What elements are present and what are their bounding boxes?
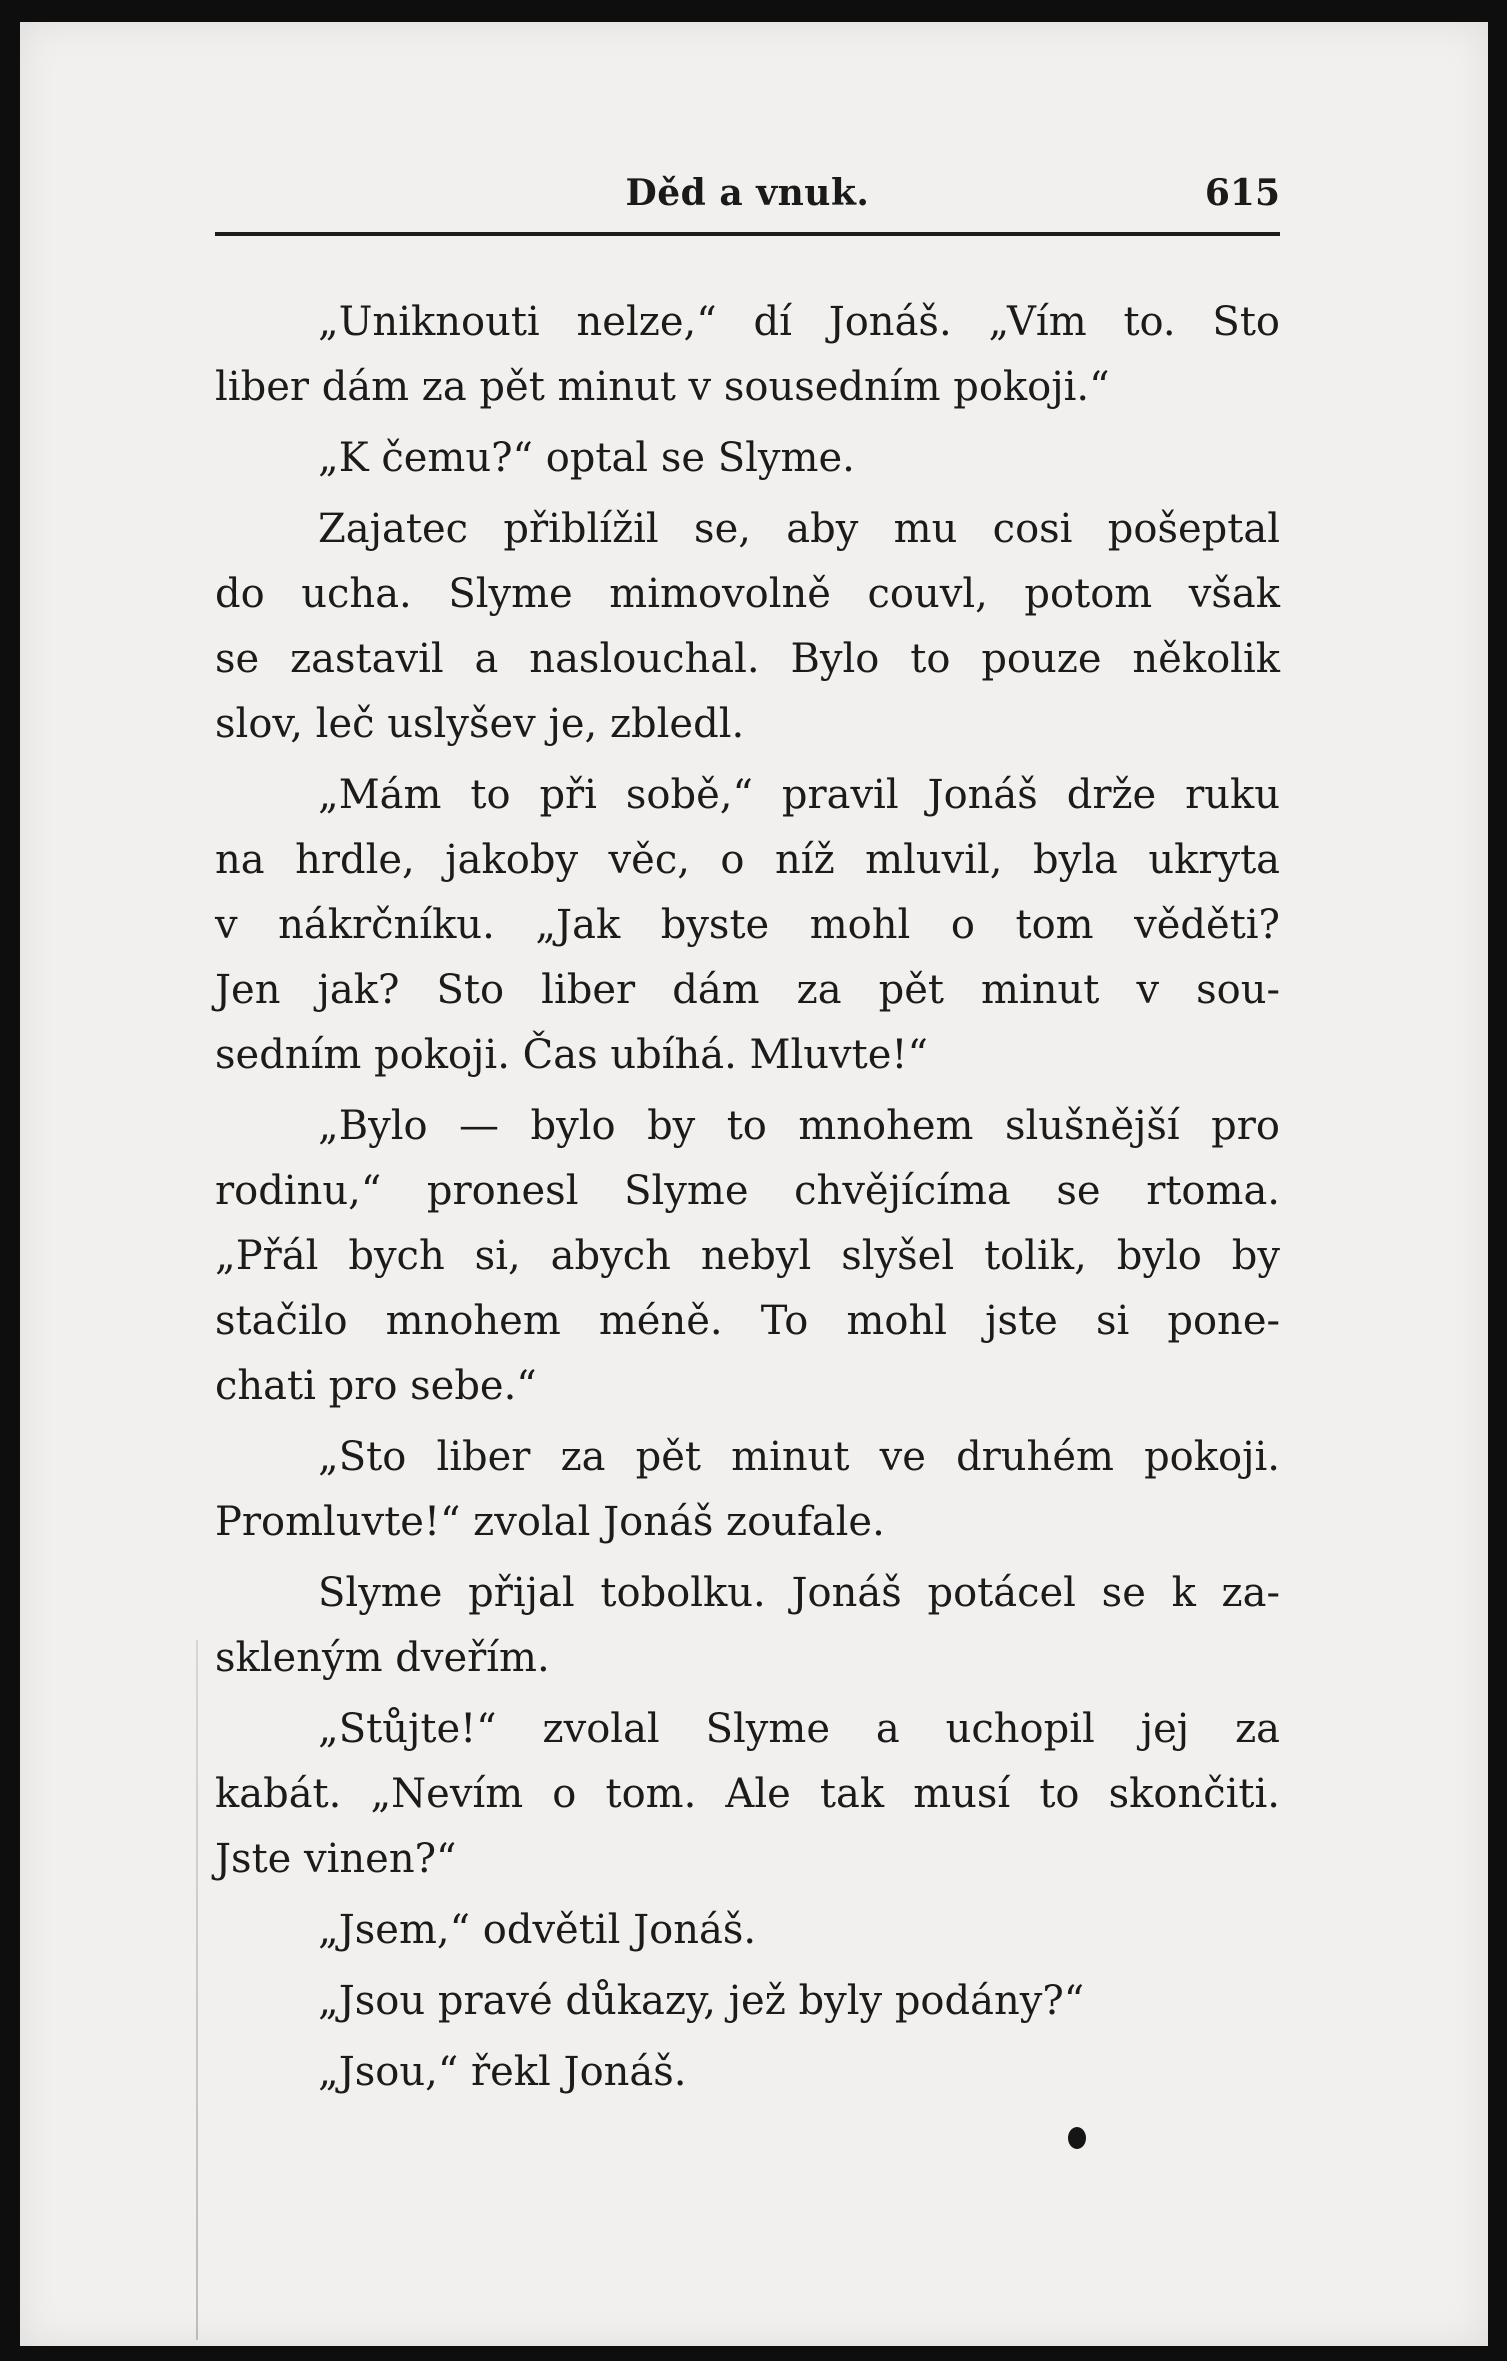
text-line: na hrdle, jakoby věc, o níž mluvil, byla ukryta <box>215 837 1280 883</box>
text-line: Jen jak? Sto liber dám za pět minut v sou- <box>215 967 1280 1013</box>
paragraph <box>215 1697 1280 1892</box>
paragraph <box>215 1425 1280 1555</box>
text-line: liber dám za pět minut v sousedním pokoji.“ <box>215 364 1110 410</box>
paragraph <box>215 426 1280 491</box>
text-line: „Přál bych si, abych nebyl slyšel tolik, bylo by <box>215 1233 1280 1279</box>
text-line: chati pro sebe.“ <box>215 1363 537 1409</box>
page-number: 615 <box>1204 172 1280 214</box>
text-line: „Jsem,“ odvětil Jonáš. <box>318 1907 757 1953</box>
text-line: „Jsou,“ řekl Jonáš. <box>318 2049 687 2095</box>
text-line: rodinu,“ pronesl Slyme chvějícíma se rtoma. <box>215 1168 1280 1214</box>
text-line: „Stůjte!“ zvolal Slyme a uchopil jej za <box>318 1706 1280 1752</box>
paragraph <box>215 1969 1280 2034</box>
paragraph <box>215 1561 1280 1691</box>
text-line: kabát. „Nevím o tom. Ale tak musí to skončiti. <box>215 1771 1280 1817</box>
paragraph <box>215 1094 1280 1419</box>
body-text <box>215 290 1280 2105</box>
paragraph <box>215 1898 1280 1963</box>
text-line: Slyme přijal tobolku. Jonáš potácel se k za- <box>318 1570 1280 1616</box>
text-line: „Bylo — bylo by to mnohem slušnější pro <box>318 1103 1280 1149</box>
text-line: „Sto liber za pět minut ve druhém pokoji. <box>318 1434 1280 1480</box>
text-line: v nákrčníku. „Jak byste mohl o tom věděti? <box>215 902 1280 948</box>
text-line: skleným dveřím. <box>215 1635 550 1681</box>
text-line: do ucha. Slyme mimovolně couvl, potom však <box>215 571 1280 617</box>
paragraph <box>215 763 1280 1088</box>
text-line: stačilo mnohem méně. To mohl jste si pone- <box>215 1298 1280 1344</box>
text-line: Jste vinen?“ <box>215 1836 457 1882</box>
ink-blot <box>1068 2127 1086 2149</box>
running-title: Děd a vnuk. <box>625 172 870 214</box>
text-line: Zajatec přiblížil se, aby mu cosi pošeptal <box>318 506 1280 552</box>
paragraph <box>215 497 1280 757</box>
text-line: „Jsou pravé důkazy, jež byly podány?“ <box>318 1978 1085 2024</box>
text-line: „Uniknouti nelze,“ dí Jonáš. „Vím to. Sto <box>318 299 1280 345</box>
text-line: se zastavil a naslouchal. Bylo to pouze několik <box>215 636 1280 682</box>
gutter-shadow <box>196 1640 198 2340</box>
text-line: „K čemu?“ optal se Slyme. <box>318 435 855 481</box>
running-header <box>215 172 1280 228</box>
paragraph <box>215 290 1280 420</box>
paragraph <box>215 2040 1280 2105</box>
text-line: „Mám to při sobě,“ pravil Jonáš drže ruku <box>318 772 1280 818</box>
header-rule <box>215 232 1280 236</box>
text-line: Promluvte!“ zvolal Jonáš zoufale. <box>215 1499 885 1545</box>
text-line: sedním pokoji. Čas ubíhá. Mluvte!“ <box>215 1032 928 1078</box>
text-line: slov, leč uslyšev je, zbledl. <box>215 701 745 747</box>
